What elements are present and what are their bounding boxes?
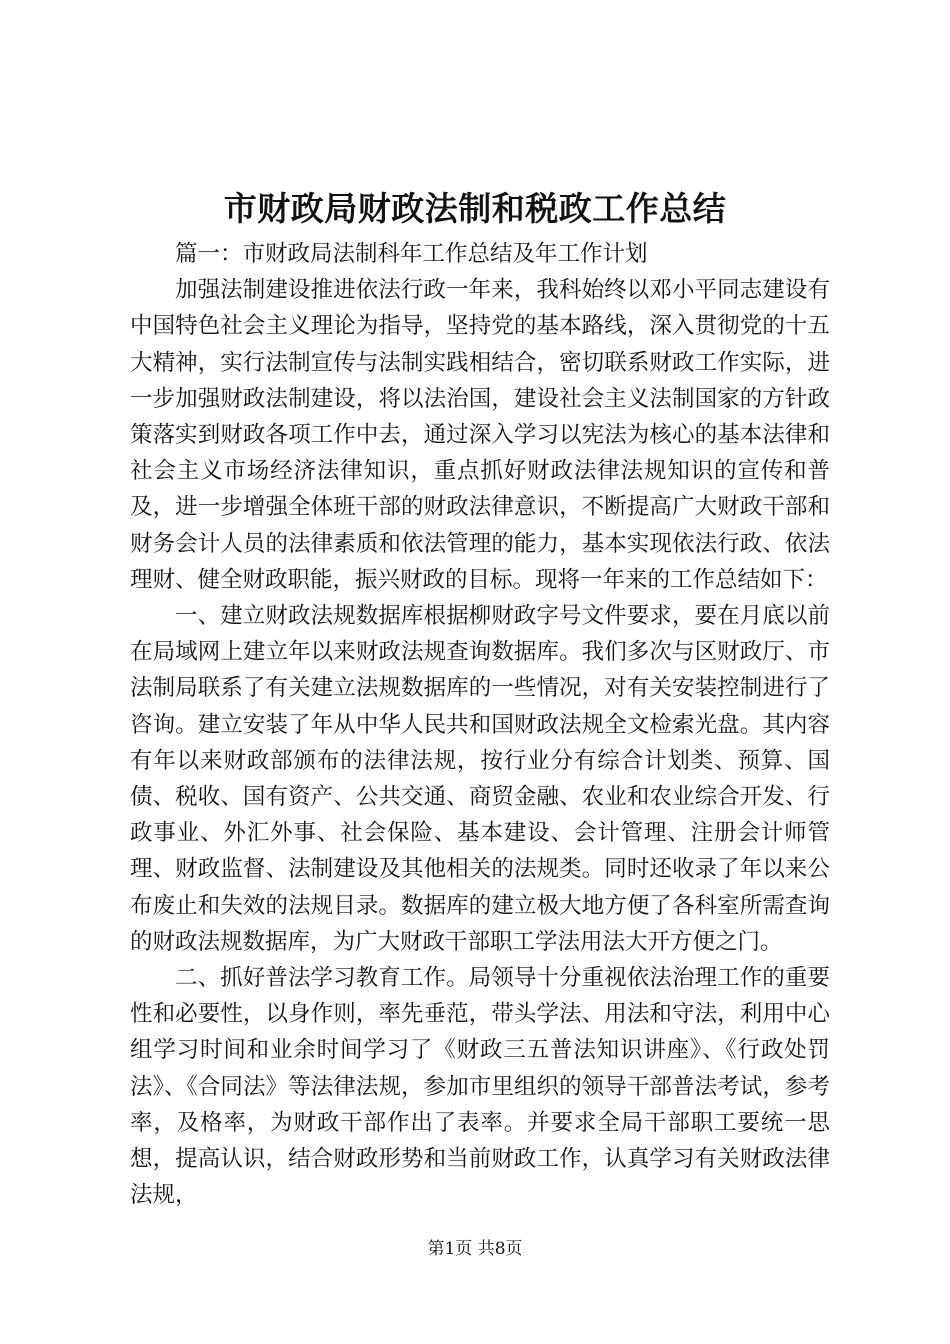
body-paragraph: 二、抓好普法学习教育工作。局领导十分重视依法治理工作的重要性和必要性，以身作则，率先垂范，带头学法、用法和守法，利用中心组学习时间和业余时间学习了《财政三五普法知识讲座》、《行政处罚法》、《合同法》等法律法规，参加市里组织的领导干部普法考试，参考率，及格率，为财政干部作出了表率。并要求全局干部职工要统一思想，提高认识，结合财政形势和当前财政工作，认真学习有关财政法律法规， (130, 965, 830, 1209)
document-title: 市财政局财政法制和税政工作总结 (223, 189, 727, 228)
body-paragraph: 加强法制建设推进依法行政一年来，我科始终以邓小平同志建设有中国特色社会主义理论为指导，坚持党的基本路线，深入贯彻党的十五大精神，实行法制宣传与法制实践相结合，密切联系财政工作实际，进一步加强财政法制建设，将以法治国，建设社会主义法制国家的方针政策落实到财政各项工作中去，通过深入学习以宪法为核心的基本法律和社会主义市场经济法律知识，重点抓好财政法律法规知识的宣传和普及，进一步增强全体班干部的财政法律意识，不断提高广大财政干部和财务会计人员的法律素质和依法管理的能力，基本实现依法行政、依法理财、健全财政职能，振兴财政的目标。现将一年来的工作总结如下： (130, 277, 830, 593)
document-body (130, 236, 830, 1213)
subtitle-paragraph: 篇一：市财政局法制科年工作总结及年工作计划 (175, 241, 648, 267)
page-footer: 第1页 共8页 (427, 1239, 523, 1259)
body-paragraph: 一、建立财政法规数据库根据柳财政字号文件要求，要在月底以前在局域网上建立年以来财政法规查询数据库。我们多次与区财政厅、市法制局联系了有关建立法规数据库的一些情况，对有关安装控制进行了咨询。建立安装了年从中华人民共和国财政法规全文检索光盘。其内容有年以来财政部颁布的法律法规，按行业分有综合计划类、预算、国债、税收、国有资产、公共交通、商贸金融、农业和农业综合开发、行政事业、外汇外事、社会保险、基本建设、会计管理、注册会计师管理、财政监督、法制建设及其他相关的法规类。同时还收录了年以来公布废止和失效的法规目录。数据库的建立极大地方便了各科室所需查询的财政法规数据库，为广大财政干部职工学法用法大开方便之门。 (130, 603, 830, 955)
